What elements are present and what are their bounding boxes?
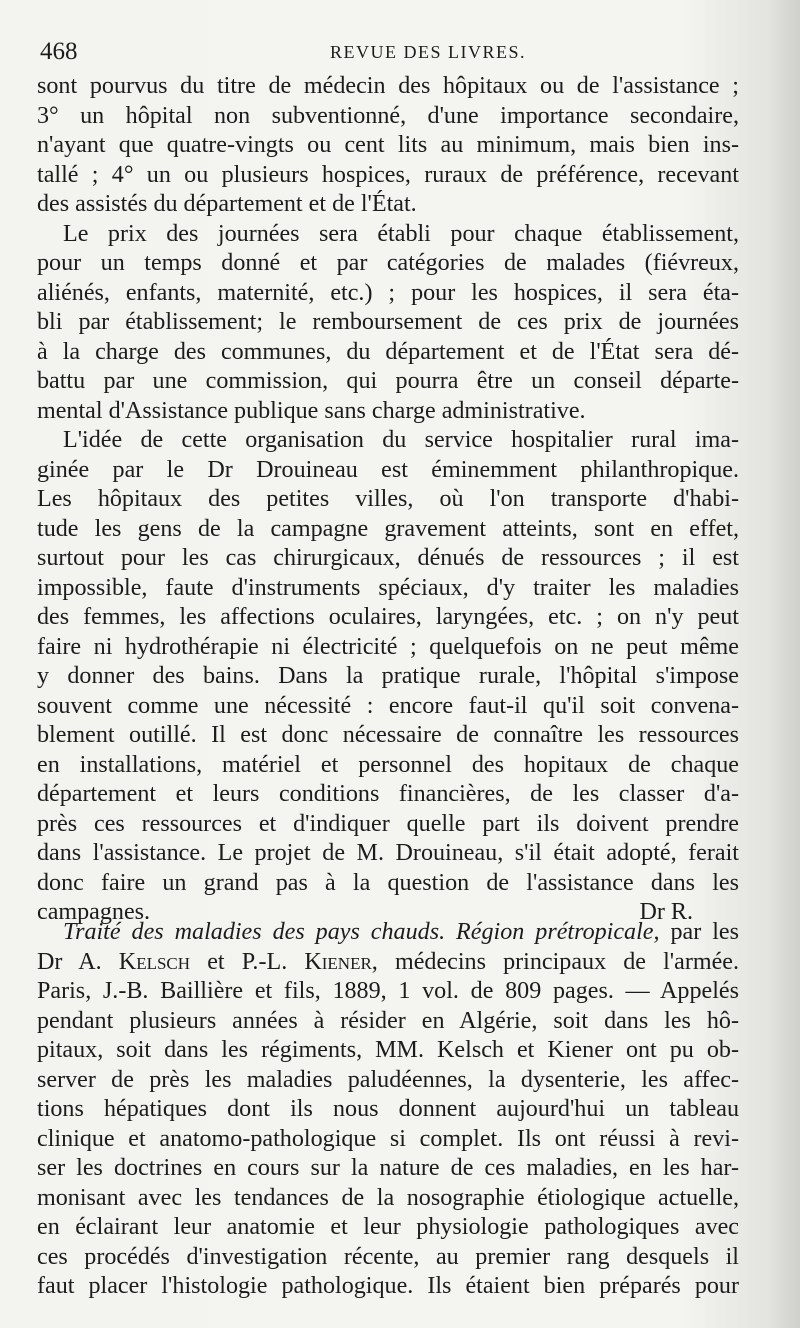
text-line: donc faire un grand pas à la question de l'assistance dans les [37,869,739,896]
text-line: blement outillé. Il est donc nécessaire de connaître les ressources [37,722,739,748]
text-line: 3° un hôpital non subventionné, d'une importance secondaire, [37,102,739,129]
text-line: faire ni hydrothérapie ni électricité ; quelquefois on ne peut même [37,633,739,660]
book-title: Traité des maladies des pays chauds. Région prétropicale, [63,919,660,945]
text-line: L'idée de cette organisation du service hospitalier rural ima- [63,427,739,453]
signature: Dr R. [639,899,693,925]
page-number: 468 [40,38,78,65]
text-line: y donner des bains. Dans la pratique rurale, l'hôpital s'impose [37,663,739,689]
text-line: dans l'assistance. Le projet de M. Drouineau, s'il était adopté, ferait [37,840,739,866]
text-line: impossible, faute d'instruments spéciaux, d'y traiter les maladies [37,574,739,601]
text-line: département et leurs conditions financières, de les classer d'a- [37,781,739,807]
text-line: ces procédés d'investigation récente, au premier rang desquels il [37,1243,739,1270]
text-line: ginée par le Dr Drouineau est éminemment philanthropique. [37,456,739,483]
text-line: pitaux, soit dans les régiments, MM. Kelsch et Kiener ont pu ob- [37,1037,739,1063]
text-line: Paris, J.-B. Baillière et fils, 1889, 1 vol. de 809 pages. — Appelés [37,978,739,1004]
review-text-continued [37,72,739,928]
text-line: en éclairant leur anatomie et leur physiologie pathologiques avec [37,1214,739,1240]
page-header [40,38,740,74]
text-line: surtout pour les cas chirurgicaux, dénués de ressources ; il est [37,545,739,571]
text-line: souvent comme une nécessité : encore faut-il qu'il soit convena- [37,692,739,719]
book-review [37,918,739,1302]
text-line: près ces ressources et d'indiquer quelle part ils doivent prendre [37,810,739,837]
text-line: aliénés, enfants, maternité, etc.) ; pour les hospices, il sera éta- [37,279,739,306]
text-line: tions hépatiques dont ils nous donnent aujourd'hui un tableau [37,1096,739,1122]
text-line: campagnes. [37,899,151,925]
text-line: mental d'Assistance publique sans charge administrative. [37,397,586,424]
text-line: ser les doctrines en cours sur la nature de ces maladies, en les har- [37,1155,739,1181]
text-line: clinique et anatomo-pathologique si complet. Ils ont réussi à revi- [37,1125,739,1152]
text-line: battu par une commission, qui pourra être un conseil départe- [37,368,739,394]
text-fragment: médecins principaux de l'armée. [394,948,739,975]
author-name: Kelsch [118,948,191,975]
text-line: server de près les maladies paludéennes, la dysenterie, les affec- [37,1066,739,1093]
review-title-line [37,918,739,948]
text-line: des femmes, les affections oculaires, laryngées, etc. ; on n'y peut [37,604,739,630]
text-line: à la charge des communes, du département et de l'État sera dé- [37,338,739,365]
text-line: en installations, matériel et personnel des hopitaux de chaque [37,751,739,778]
author-name: Kiener, [304,948,378,975]
text-line: Les hôpitaux des petites villes, où l'on transporte d'habi- [37,486,739,512]
text-fragment: Dr A. [37,948,102,975]
text-line: pendant plusieurs années à résider en Algérie, soit dans les hô- [37,1007,739,1034]
text-fragment: et P.-L. [207,948,288,975]
text-fragment: par les [670,919,739,945]
text-line: des assistés du département et de l'État. [37,191,417,217]
text-line: tallé ; 4° un ou plusieurs hospices, ruraux de préférence, recevant [37,161,739,188]
text-line: Le prix des journées sera établi pour chaque établissement, [63,220,739,247]
text-line: monisant avec les tendances de la nosographie étiologique actuelle, [37,1184,739,1211]
authors-line [37,948,739,978]
text-line: n'ayant que quatre-vingts ou cent lits au minimum, mais bien ins- [37,132,739,158]
text-line: pour un temps donné et par catégories de malades (fiévreux, [37,250,739,276]
text-line: faut placer l'histologie pathologique. Ils étaient bien préparés pour [37,1273,739,1299]
text-line: bli par établissement; le remboursement de ces prix de journées [37,309,739,335]
running-title: REVUE DES LIVRES. [330,42,526,62]
text-line: sont pourvus du titre de médecin des hôpitaux ou de l'assistance ; [37,73,739,99]
text-line: tude les gens de la campagne gravement atteints, sont en effet, [37,515,739,542]
